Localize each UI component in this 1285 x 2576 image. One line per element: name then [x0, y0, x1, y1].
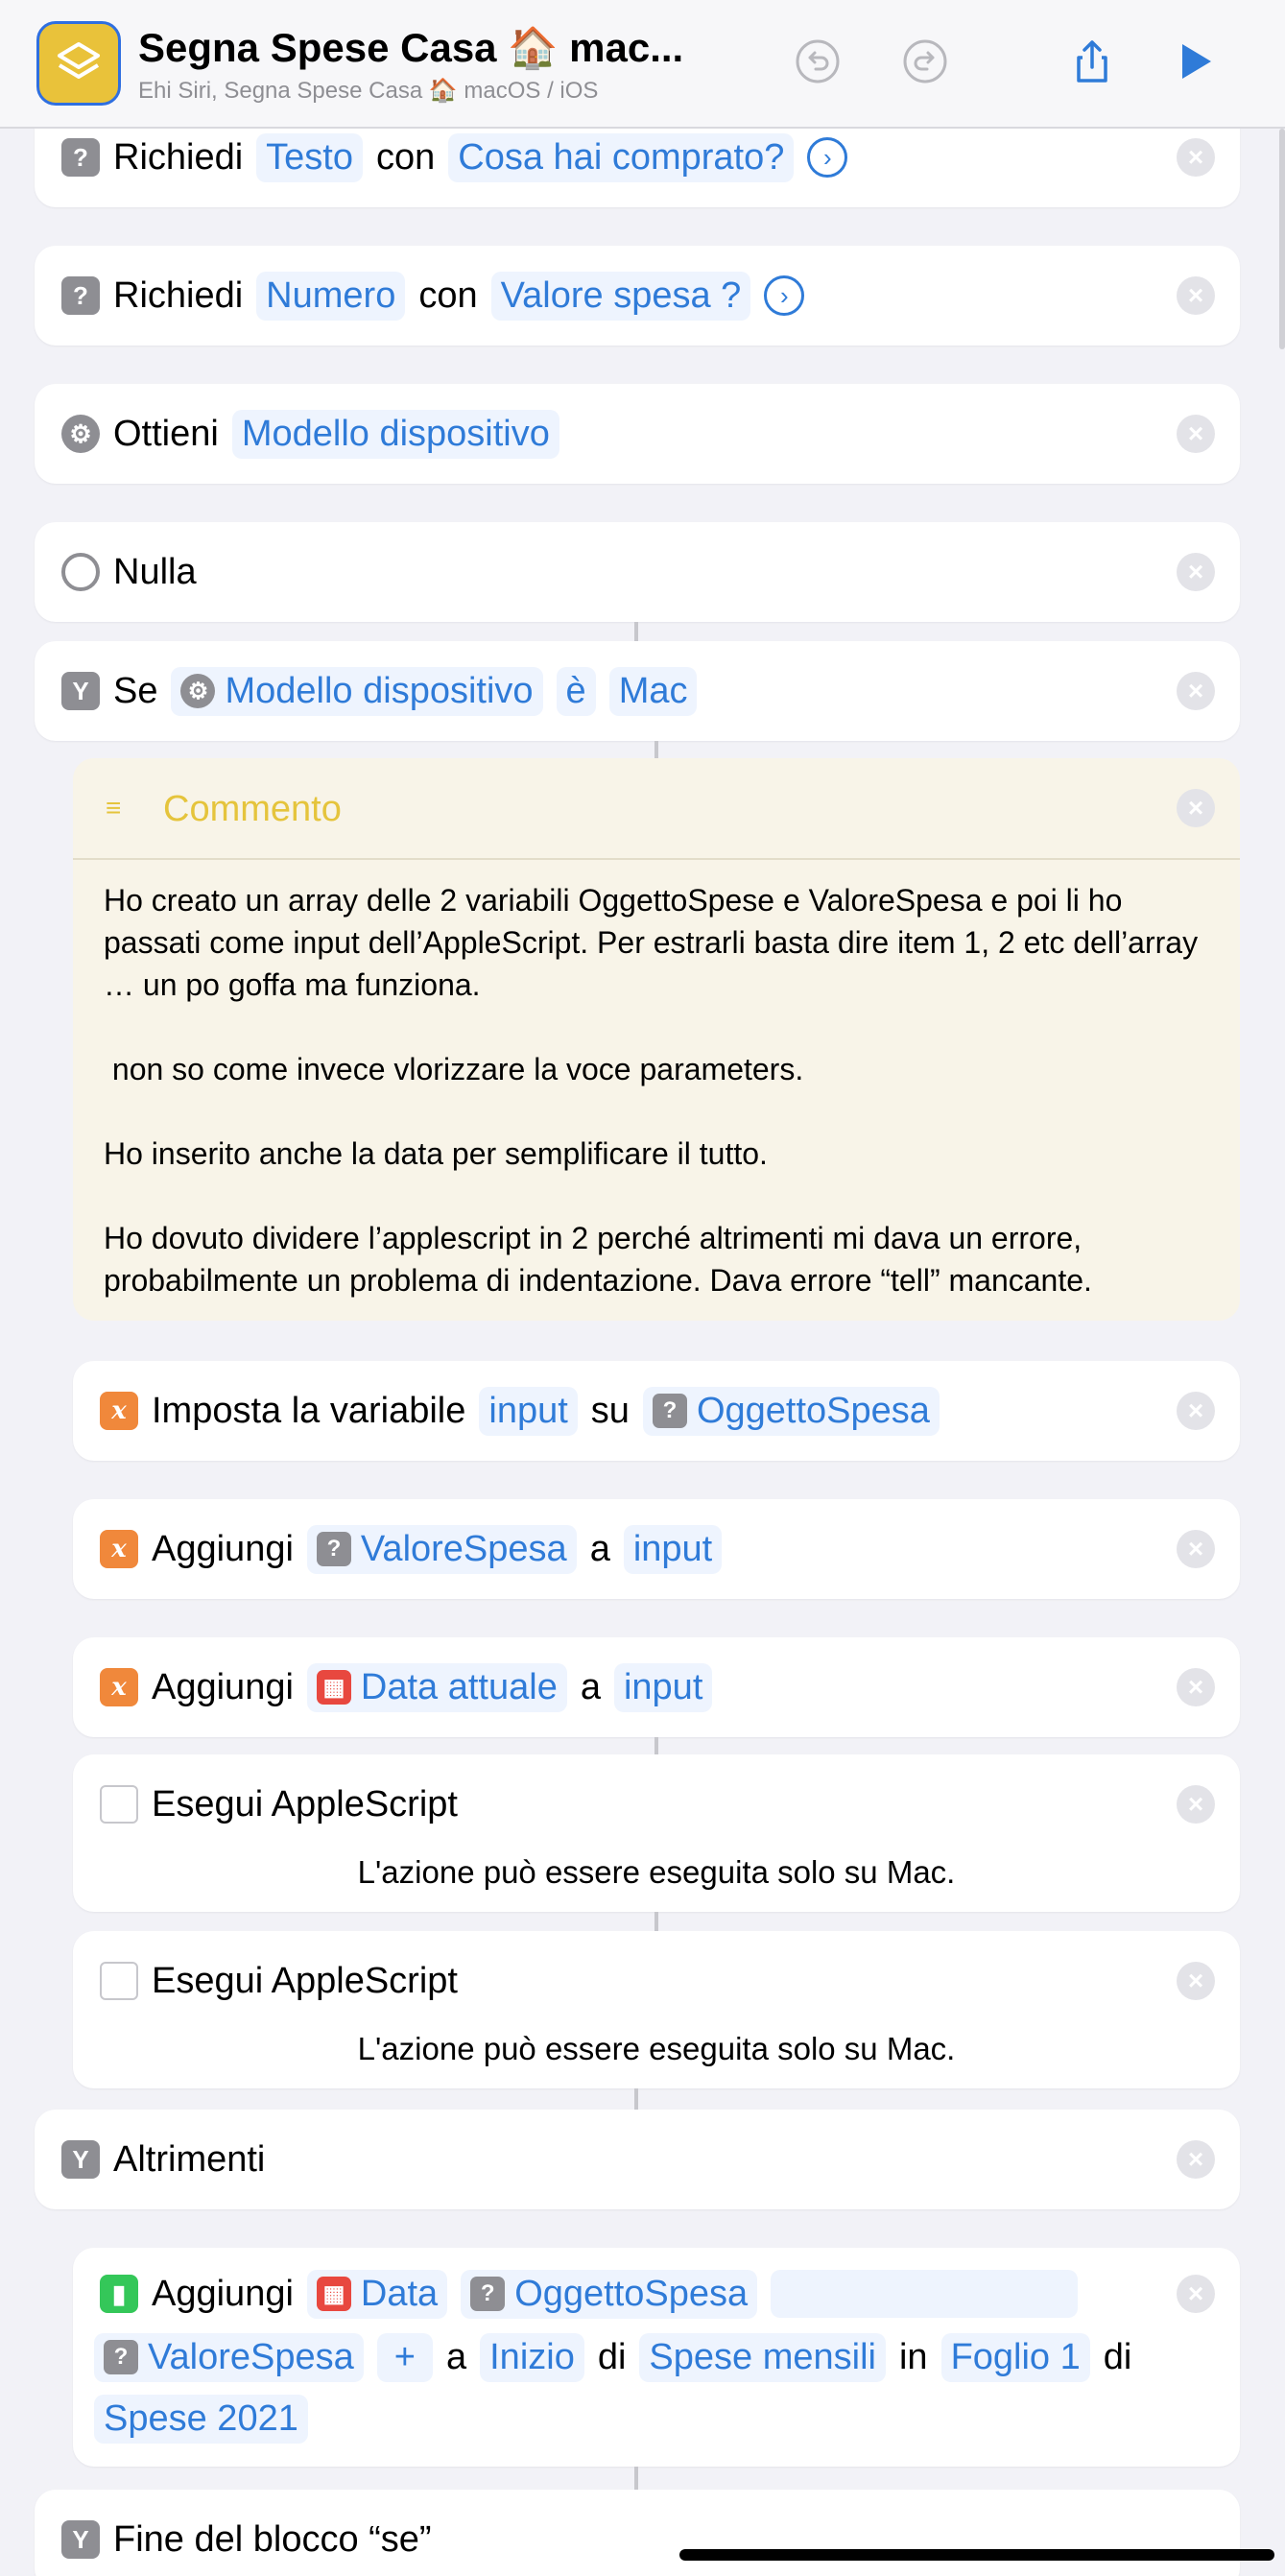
action-verb: Aggiungi — [152, 2273, 294, 2314]
home-indicator[interactable] — [679, 2549, 1274, 2561]
remove-action-button[interactable]: × — [1177, 672, 1215, 710]
action-nothing[interactable] — [35, 522, 1240, 622]
sheet-token[interactable]: Foglio 1 — [941, 2333, 1090, 2382]
condition-operator-token[interactable]: è — [557, 667, 596, 716]
share-button[interactable] — [1065, 35, 1119, 88]
share-icon — [1067, 36, 1117, 86]
action-otherwise[interactable] — [35, 2110, 1240, 2209]
play-icon — [1169, 36, 1219, 86]
action-ask-number[interactable] — [35, 246, 1240, 346]
variable-value-token[interactable] — [643, 1387, 940, 1436]
value-label: ValoreSpesa — [148, 2336, 354, 2377]
date-token[interactable] — [307, 2270, 447, 2319]
action-add-date[interactable] — [73, 1637, 1240, 1737]
numbers-chart-icon: ▮ — [100, 2275, 138, 2313]
undo-icon — [793, 36, 843, 86]
shortcut-app-icon[interactable] — [36, 21, 121, 106]
scrollbar[interactable] — [1279, 129, 1285, 349]
flow-connector — [654, 1912, 658, 1931]
script-grid-icon — [100, 1785, 138, 1824]
variable-value-label: OggettoSpesa — [696, 1390, 930, 1431]
run-button[interactable] — [1167, 35, 1221, 88]
action-conj: con — [376, 136, 436, 178]
expand-chevron-icon[interactable]: › — [807, 137, 847, 178]
flow-connector — [634, 622, 638, 641]
condition-variable-token[interactable] — [171, 667, 542, 716]
condition-value-token[interactable]: Mac — [609, 667, 698, 716]
redo-button[interactable] — [898, 35, 952, 88]
comment-paragraph: Ho dovuto dividere l’applescript in 2 perché altrimenti mi dava un errore, probabilmente un problema di indentazione. Dava errore “tell” mancante. — [104, 1221, 1092, 1298]
question-icon: ? — [61, 276, 100, 315]
comment-paragraph: non so come invece vlorizzare la voce parameters. — [104, 1052, 804, 1086]
remove-action-button[interactable]: × — [1177, 789, 1215, 827]
action-if[interactable] — [35, 641, 1240, 741]
script-grid-icon — [100, 1962, 138, 2000]
target-variable-token[interactable]: input — [614, 1663, 712, 1712]
remove-action-button[interactable]: × — [1177, 1392, 1215, 1430]
gear-icon: ⚙ — [61, 415, 100, 453]
action-conj: di — [597, 2336, 627, 2377]
action-applescript[interactable] — [73, 1754, 1240, 1912]
condition-variable-label: Modello dispositivo — [225, 670, 534, 711]
action-verb: Richiedi — [113, 136, 244, 178]
question-icon: ? — [470, 2277, 505, 2311]
input-type-token[interactable]: Numero — [256, 272, 405, 321]
mac-only-note: L'azione può essere eseguita solo su Mac. — [357, 2031, 956, 2066]
value-token[interactable] — [94, 2333, 364, 2382]
input-type-token[interactable]: Testo — [256, 133, 363, 182]
action-verb: Ottieni — [113, 413, 219, 454]
action-set-variable[interactable] — [73, 1361, 1240, 1461]
action-verb: Aggiungi — [152, 1528, 294, 1569]
action-conj: su — [590, 1390, 630, 1431]
action-numbers-add-row[interactable] — [73, 2248, 1240, 2467]
position-token[interactable]: Inizio — [480, 2333, 584, 2382]
action-get-device[interactable] — [35, 384, 1240, 484]
expand-chevron-icon[interactable]: › — [764, 275, 804, 316]
comment-text[interactable] — [104, 879, 1207, 1301]
empty-token-field[interactable] — [771, 2270, 1078, 2318]
gear-icon: ⚙ — [180, 674, 215, 708]
remove-action-button[interactable]: × — [1177, 2140, 1215, 2179]
remove-action-button[interactable]: × — [1177, 1962, 1215, 2000]
comment-paragraph: Ho inserito anche la data per semplificare il tutto. — [104, 1136, 768, 1171]
action-add-value[interactable] — [73, 1499, 1240, 1599]
device-detail-token[interactable]: Modello dispositivo — [232, 410, 559, 459]
value-token[interactable] — [307, 1525, 577, 1574]
undo-button[interactable] — [791, 35, 845, 88]
action-label: Nulla — [113, 551, 197, 592]
shortcut-header — [0, 0, 1285, 129]
comment-title: Commento — [163, 789, 342, 829]
nothing-icon — [61, 553, 100, 591]
layers-icon — [52, 36, 106, 90]
action-verb: Se — [113, 670, 158, 711]
action-conj: in — [898, 2336, 928, 2377]
document-token[interactable]: Spese 2021 — [94, 2395, 308, 2444]
calendar-icon: ▦ — [317, 2277, 351, 2311]
comment-lines-icon: ≡ — [106, 793, 122, 823]
value-label: Data attuale — [360, 1666, 558, 1707]
action-conj: di — [1103, 2336, 1132, 2377]
question-icon: ? — [61, 138, 100, 177]
remove-action-button[interactable]: × — [1177, 1530, 1215, 1568]
question-icon: ? — [104, 2340, 138, 2374]
variable-icon: x — [100, 1668, 138, 1706]
action-label: Altrimenti — [113, 2138, 266, 2180]
action-applescript[interactable] — [73, 1931, 1240, 2088]
flow-connector — [634, 2088, 638, 2110]
action-label: Fine del blocco “se” — [113, 2518, 432, 2560]
siri-phrase: Ehi Siri, Segna Spese Casa 🏠 macOS / iOS — [138, 78, 599, 104]
question-icon: ? — [653, 1394, 687, 1428]
remove-action-button[interactable]: × — [1177, 2275, 1215, 2313]
add-field-button[interactable]: + — [377, 2333, 433, 2382]
remove-action-button[interactable]: × — [1177, 138, 1215, 177]
shortcut-title[interactable]: Segna Spese Casa 🏠 mac... — [138, 25, 684, 70]
comment-header — [73, 758, 1240, 860]
value-token[interactable] — [307, 1663, 567, 1712]
prompt-token[interactable]: Valore spesa ? — [491, 272, 751, 321]
action-conj: a — [589, 1528, 610, 1569]
question-icon: ? — [317, 1532, 351, 1566]
action-verb: Richiedi — [113, 274, 244, 316]
remove-action-button[interactable]: × — [1177, 1668, 1215, 1706]
action-conj: a — [445, 2336, 467, 2377]
remove-action-button[interactable]: × — [1177, 276, 1215, 315]
prompt-token[interactable]: Cosa hai comprato? — [448, 133, 794, 182]
object-label: OggettoSpesa — [514, 2273, 749, 2314]
comment-paragraph: Ho creato un array delle 2 variabili OggettoSpese e ValoreSpesa e poi li ho passati come input dell’AppleScript. Per estrarli basta dire item 1, 2 etc dell’array … un po goffa ma funziona. — [104, 883, 1206, 1002]
remove-action-button[interactable]: × — [1177, 553, 1215, 591]
remove-action-button[interactable]: × — [1177, 415, 1215, 453]
redo-icon — [900, 36, 950, 86]
comment-card[interactable] — [73, 758, 1240, 1321]
variable-icon: x — [100, 1392, 138, 1430]
action-verb: Aggiungi — [152, 1666, 294, 1707]
flow-connector — [634, 2467, 638, 2490]
action-verb: Imposta la variabile — [152, 1390, 466, 1431]
remove-action-button[interactable]: × — [1177, 1785, 1215, 1824]
table-token[interactable]: Spese mensili — [639, 2333, 886, 2382]
variable-name-token[interactable]: input — [479, 1387, 577, 1436]
action-label: Esegui AppleScript — [152, 1783, 458, 1825]
branch-icon: Y — [61, 672, 100, 710]
action-label: Esegui AppleScript — [152, 1960, 458, 2001]
branch-icon: Y — [61, 2140, 100, 2179]
object-token[interactable] — [461, 2270, 757, 2319]
action-conj: a — [580, 1666, 601, 1707]
flow-connector — [654, 1737, 658, 1754]
flow-connector — [654, 741, 658, 758]
mac-only-note: L'azione può essere eseguita solo su Mac. — [357, 1854, 956, 1890]
branch-icon: Y — [61, 2520, 100, 2559]
action-conj: con — [418, 274, 478, 316]
calendar-icon: ▦ — [317, 1670, 351, 1705]
variable-icon: x — [100, 1530, 138, 1568]
target-variable-token[interactable]: input — [624, 1525, 722, 1574]
value-label: ValoreSpesa — [360, 1528, 567, 1569]
action-end-if[interactable] — [35, 2490, 1240, 2576]
date-label: Data — [360, 2273, 439, 2314]
